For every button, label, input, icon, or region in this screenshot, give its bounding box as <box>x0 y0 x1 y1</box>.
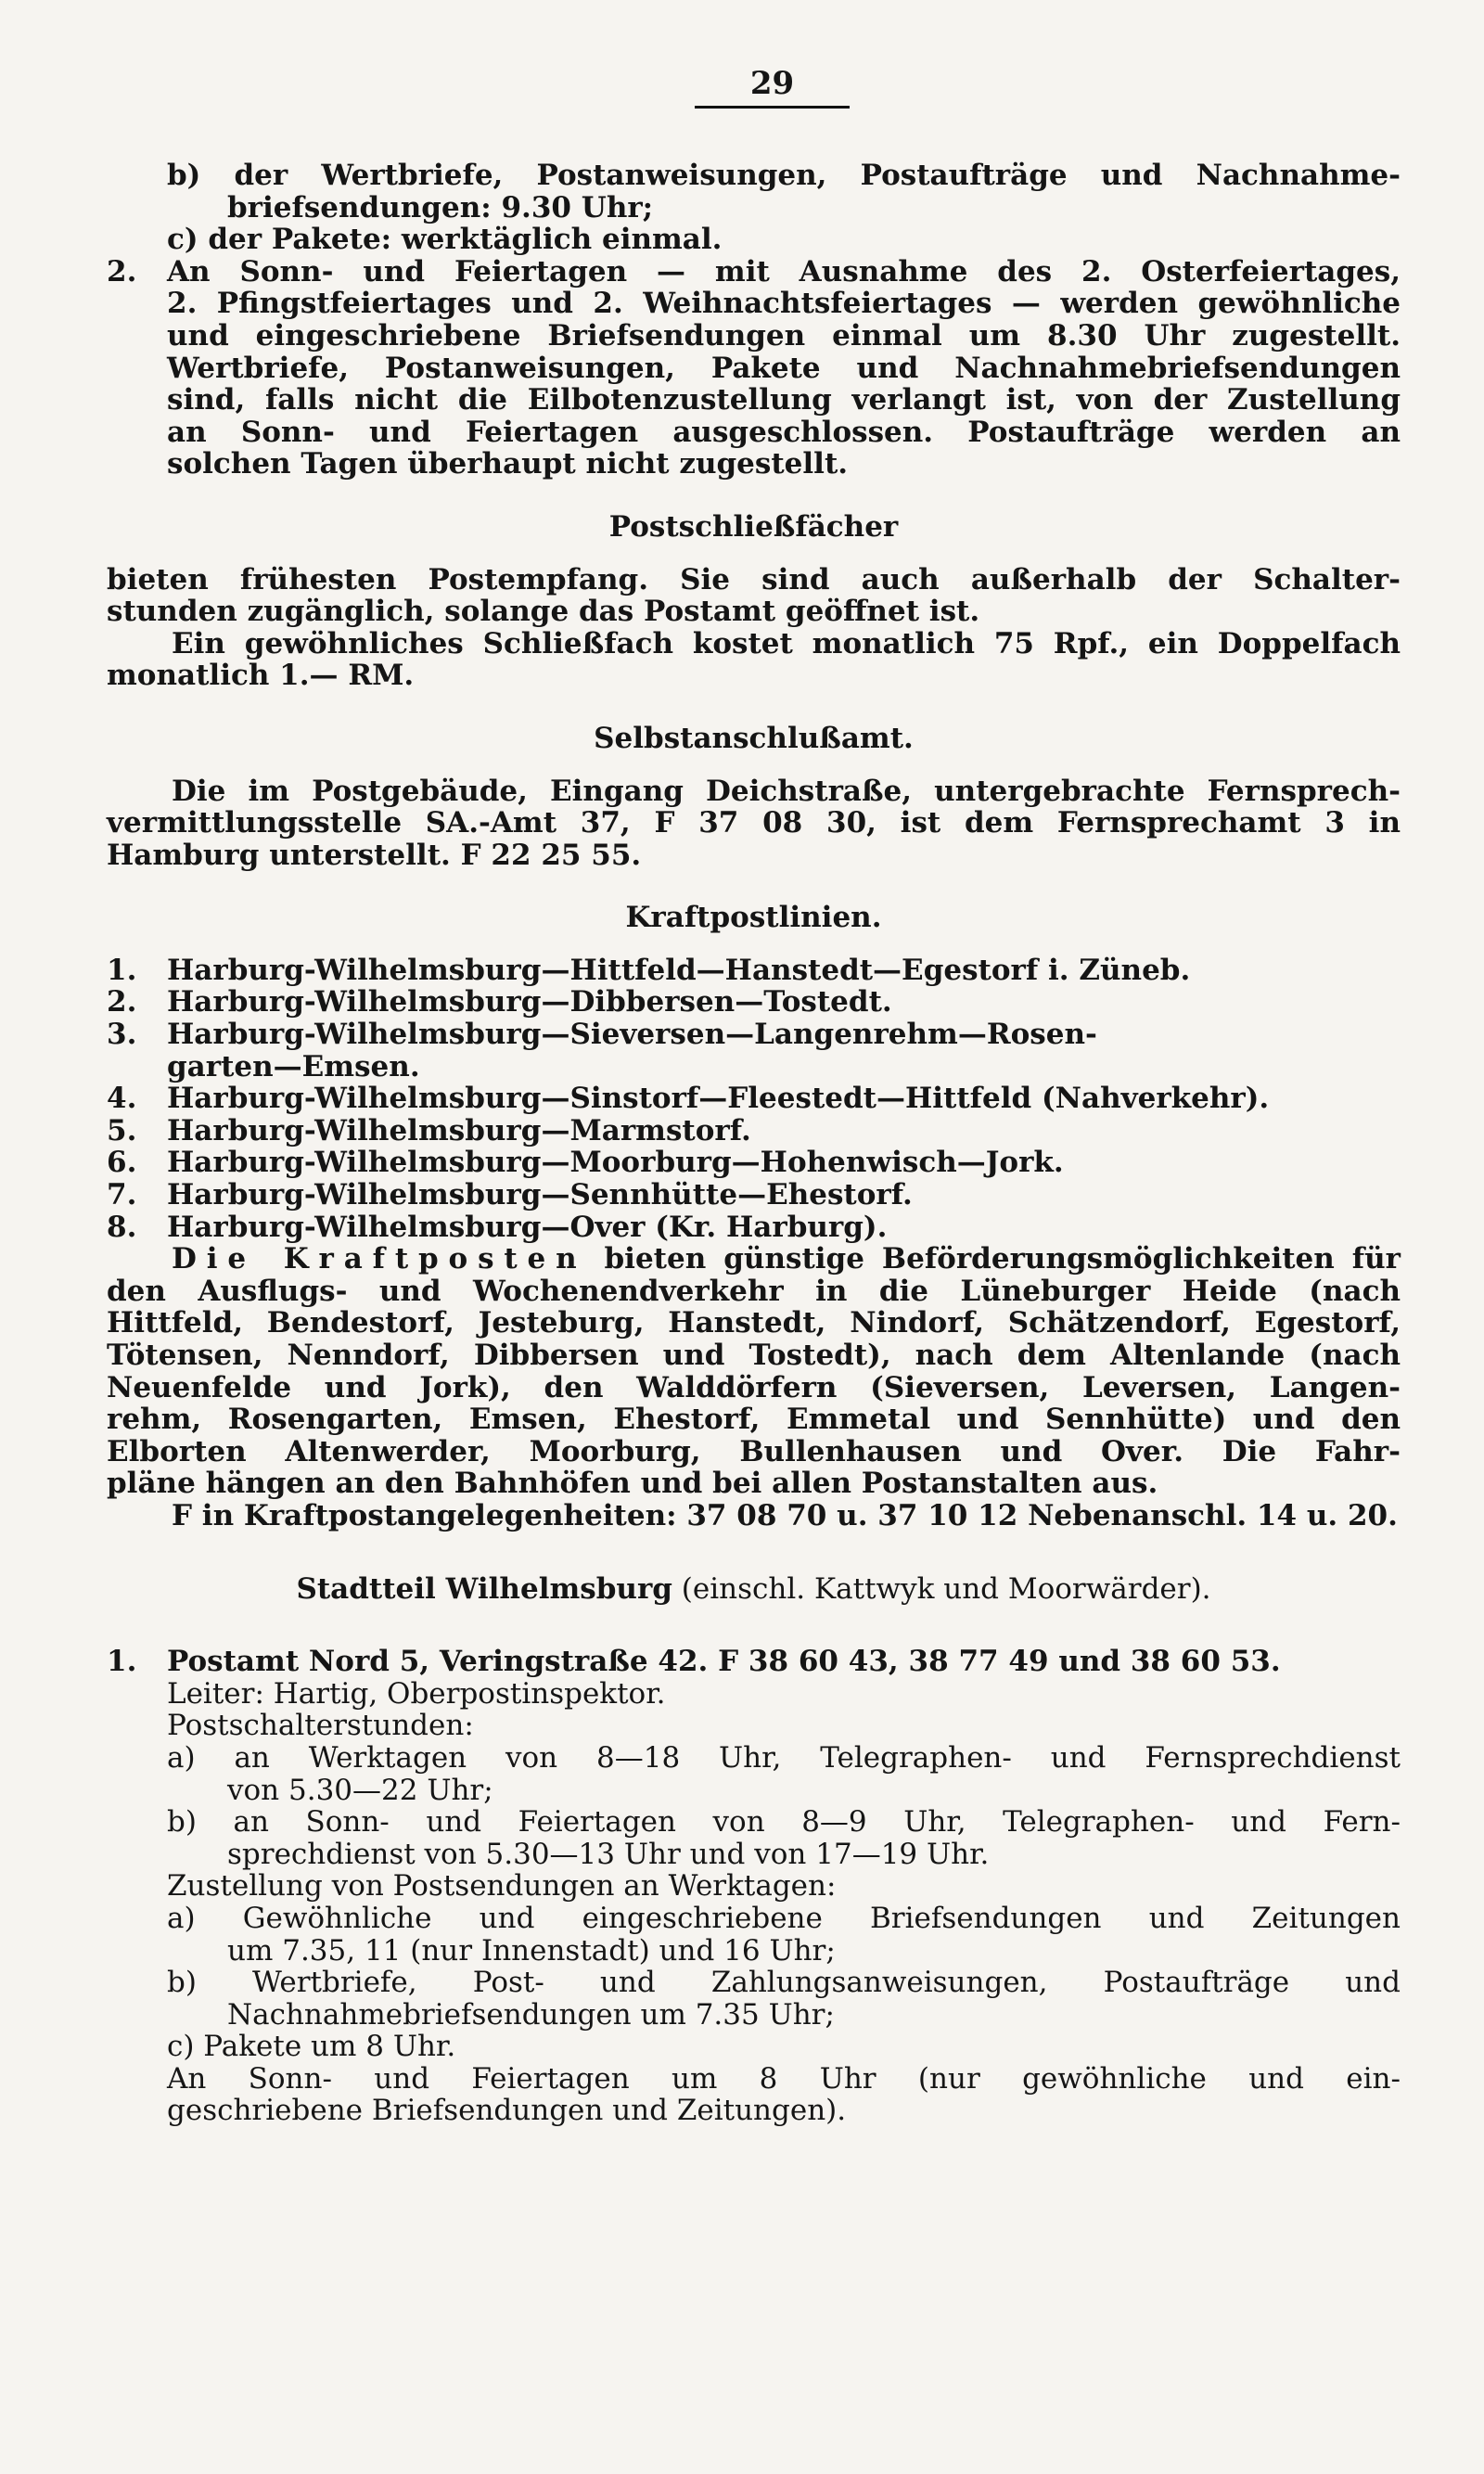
text-line: Zustellung von Postsendungen an Werktagen: <box>167 1869 837 1904</box>
text-line: von 5.30—22 Uhr; <box>227 1773 493 1807</box>
text-line: solchen Tagen überhaupt nicht zugestellt. <box>167 447 849 481</box>
text-line: briefsendungen: 9.30 Uhr; <box>227 190 654 224</box>
list-item: 3. Harburg-Wilhelmsburg—Sieversen—Langenrehm—Rosen- garten—Emsen. <box>107 1018 1097 1083</box>
text-line: An Sonn- und Feiertagen um 8 Uhr (nur gewöhnliche und ein- <box>167 2061 1401 2096</box>
phone-line: F in Kraftpostangelegenheiten: 37 08 70 u. 37 10 12 Nebenanschl. 14 u. 20. <box>172 1498 1398 1532</box>
text-line: b) an Sonn- und Feiertagen von 8—9 Uhr, Telegraphen- und Fern- <box>167 1805 1401 1839</box>
text-line: geschriebene Briefsendungen und Zeitungen). <box>167 2094 847 2128</box>
list-item: 4. Harburg-Wilhelmsburg—Sinstorf—Fleestedt—Hittfeld (Nahverkehr). <box>107 1082 1270 1116</box>
text-line: b) der Wertbriefe, Postanweisungen, Postaufträge und Nachnahme- <box>167 159 1401 192</box>
text-line: Ein gewöhnliches Schließfach kostet monatlich 75 Rpf., ein Doppelfach <box>172 626 1401 660</box>
list-item: 7. Harburg-Wilhelmsburg—Sennhütte—Ehestorf. <box>107 1178 913 1212</box>
postamt-address: Postamt Nord 5, Veringstraße 42. F 38 60 43, 38 77 49 und 38 60 53. <box>167 1645 1281 1679</box>
text-line: sind, falls nicht die Eilbotenzustellung verlangt ist, von der Zustellung <box>167 383 1401 417</box>
list-item: 5. Harburg-Wilhelmsburg—Marmstorf. <box>107 1113 751 1147</box>
text-line: c) der Pakete: werktäglich einmal. <box>167 223 723 257</box>
spaced-emphasis: Die Kraftposten <box>172 1242 587 1276</box>
text-line: Hamburg unterstellt. F 22 25 55. <box>107 838 642 872</box>
text-line: monatlich 1.— RM. <box>107 659 415 693</box>
text-line: Postschalterstunden: <box>167 1709 474 1743</box>
text-line: b) Wertbriefe, Post- und Zahlungsanweisungen, Postaufträge und <box>167 1966 1401 2000</box>
text-line: Neuenfelde und Jork), den Walddörfern (Sieversen, Leversen, Langen- <box>107 1370 1401 1404</box>
section-heading-stadtteil: Stadtteil Wilhelmsburg (einschl. Kattwyk und Moorwärder). <box>296 1571 1211 1606</box>
page-content <box>107 65 1401 2449</box>
section-heading-kraftpostlinien: Kraftpostlinien. <box>625 901 882 935</box>
list-item: 6. Harburg-Wilhelmsburg—Moorburg—Hohenwisch—Jork. <box>107 1146 1064 1180</box>
text-line: Die im Postgebäude, Eingang Deichstraße, untergebrachte Fernsprech- <box>172 774 1401 808</box>
numbered-paragraph <box>107 256 1401 481</box>
text-line: Nachnahmebriefsendungen um 7.35 Uhr; <box>227 1997 835 2032</box>
text-line: Elborten Altenwerder, Moorburg, Bullenhausen und Over. Die Fahr- <box>107 1434 1401 1468</box>
text-line: c) Pakete um 8 Uhr. <box>167 2030 456 2064</box>
text-line: Hittfeld, Bendestorf, Jesteburg, Hanstedt, Nindorf, Schätzendorf, Egestorf, <box>107 1306 1401 1340</box>
text-line: um 7.35, 11 (nur Innenstadt) und 16 Uhr; <box>227 1933 836 1968</box>
text-line: vermittlungsstelle SA.-Amt 37, F 37 08 30, ist dem Fernsprechamt 3 in <box>107 806 1401 840</box>
text-line: Wertbriefe, Postanweisungen, Pakete und Nachnahmebriefsendungen <box>167 351 1401 385</box>
text-line: pläne hängen an den Bahnhöfen und bei allen Postanstalten aus. <box>107 1467 1158 1501</box>
text-line: An Sonn- und Feiertagen — mit Ausnahme des 2. Osterfeiertages, <box>167 254 1401 288</box>
text-line: Die Kraftposten bieten günstige Beförderungsmöglichkeiten für <box>172 1242 1401 1276</box>
text-line: 2. Pfingstfeiertages und 2. Weihnachtsfeiertages — werden gewöhnliche <box>167 287 1401 321</box>
text-line: an Sonn- und Feiertagen ausgeschlossen. Postaufträge werden an <box>167 415 1401 449</box>
text-line: rehm, Rosengarten, Emsen, Ehestorf, Emmetal und Sennhütte) und den <box>107 1403 1401 1437</box>
section-heading-selbstanschlussamt: Selbstanschlußamt. <box>594 721 914 755</box>
list-item: 2. Harburg-Wilhelmsburg—Dibbersen—Tostedt. <box>107 985 892 1019</box>
paragraph-number: 2. <box>107 254 137 288</box>
text-line: sprechdienst von 5.30—13 Uhr und von 17—19 Uhr. <box>227 1837 990 1871</box>
page-number: 29 <box>144 65 1401 109</box>
text-line: a) an Werktagen von 8—18 Uhr, Telegraphen- und Fernsprechdienst <box>167 1740 1401 1775</box>
list-item: 8. Harburg-Wilhelmsburg—Over (Kr. Harburg). <box>107 1210 888 1244</box>
text-line: Leiter: Hartig, Oberpostinspektor. <box>167 1676 666 1711</box>
text-line: und eingeschriebene Briefsendungen einmal um 8.30 Uhr zugestellt. <box>167 318 1401 353</box>
text-line: den Ausflugs- und Wochenendverkehr in die Lüneburger Heide (nach <box>107 1274 1401 1308</box>
numbered-paragraph: 1. Postamt Nord 5, Veringstraße 42. F 38 60 43, 38 77 49 und 38 60 53. <box>107 1645 1281 1679</box>
list-item: 1. Harburg-Wilhelmsburg—Hittfeld—Hanstedt—Egestorf i. Züneb. <box>107 953 1191 987</box>
text-line: stunden zugänglich, solange das Postamt geöffnet ist. <box>107 595 980 629</box>
text-line: a) Gewöhnliche und eingeschriebene Briefsendungen und Zeitungen <box>167 1901 1401 1935</box>
text-line: Tötensen, Nenndorf, Dibbersen und Tostedt), nach dem Altenlande (nach <box>107 1339 1401 1372</box>
section-heading-postschliessfaecher: Postschließfächer <box>608 509 899 544</box>
text-line: bieten frühesten Postempfang. Sie sind auch außerhalb der Schalter- <box>107 562 1401 596</box>
